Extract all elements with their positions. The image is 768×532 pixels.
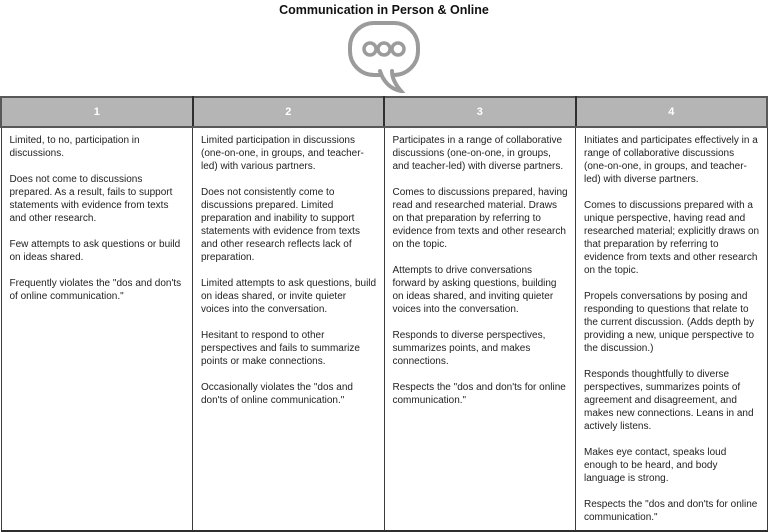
speech-bubble-graphic xyxy=(338,19,430,93)
rubric-criterion: Responds to diverse perspectives, summarizes points, and makes connections. xyxy=(392,330,546,367)
rubric-table xyxy=(0,96,768,532)
page-title: Communication in Person & Online xyxy=(279,3,489,17)
rubric-level-4-cell xyxy=(576,127,768,531)
rubric-criterion: Occasionally violates the "dos and don'ts of online communication." xyxy=(201,382,353,406)
rubric-criterion: Limited participation in discussions (one-on-one, in groups, and teacher-led) with various partners. xyxy=(201,135,364,172)
rubric-criterion: Responds thoughtfully to diverse perspectives, summarizes points of agreement and disagreement, and makes new connections. Leans in and actively listens. xyxy=(584,369,754,432)
rubric-criterion: Does not come to discussions prepared. As a result, fails to support statements with evidence from texts and other research. xyxy=(9,174,173,224)
rubric-criterion: Limited, to no, participation in discussions. xyxy=(9,135,140,159)
rubric-criterion: Participates in a range of collaborative discussions (one-on-one, in groups, and teacher-led) with diverse partners. xyxy=(392,135,564,172)
rubric-level-header-3: 3 xyxy=(384,97,576,127)
rubric-header-row xyxy=(1,97,767,127)
rubric-criterion: Comes to discussions prepared, having read and researched material. Draws on that preparation by referring to evidence from texts and other research on the topic. xyxy=(392,187,568,250)
rubric-criterion: Comes to discussions prepared with a unique perspective, having read and researched material; explicitly draws on that preparation by referring to evidence from texts and other research on the topic. xyxy=(584,200,760,276)
rubric-body-row xyxy=(1,127,767,531)
speech-bubble-icon xyxy=(0,19,768,93)
rubric-criterion: Hesitant to respond to other perspectives and fails to summarize points or make connections. xyxy=(201,330,360,367)
rubric-level-header-1: 1 xyxy=(1,97,193,127)
rubric-criterion: Makes eye contact, speaks loud enough to be heard, and body language is strong. xyxy=(584,447,727,484)
rubric-level-header-2: 2 xyxy=(193,97,385,127)
rubric-criterion: Limited attempts to ask questions, build on ideas shared, or invite quieter voices into the conversation. xyxy=(201,278,377,315)
rubric-criterion: Respects the "dos and don'ts for online communication." xyxy=(584,499,758,523)
rubric-criterion: Attempts to drive conversations forward by asking questions, building on ideas shared, and inviting quieter voices into the conversation. xyxy=(392,265,557,315)
rubric-criterion: Frequently violates the "dos and don'ts of online communication." xyxy=(9,278,182,302)
rubric-criterion: Initiates and participates effectively in a range of collaborative discussions (one-on-one, in groups, and teacher-led) with diverse partners. xyxy=(584,135,758,185)
rubric-criterion: Respects the "dos and don'ts for online communication." xyxy=(392,382,566,406)
rubric-level-header-4: 4 xyxy=(576,97,768,127)
rubric-level-3-cell xyxy=(384,127,576,531)
rubric-level-1-cell xyxy=(1,127,193,531)
rubric-criterion: Propels conversations by posing and responding to questions that relate to the current discussion. (Adds depth by providing a new, unique perspective to the discussion.) xyxy=(584,291,755,354)
rubric-criterion: Few attempts to ask questions or build on ideas shared. xyxy=(9,239,181,263)
rubric-criterion: Does not consistently come to discussions prepared. Limited preparation and inability to support statements with evidence from texts and other research reflects lack of preparation. xyxy=(201,187,360,263)
rubric-level-2-cell xyxy=(193,127,385,531)
